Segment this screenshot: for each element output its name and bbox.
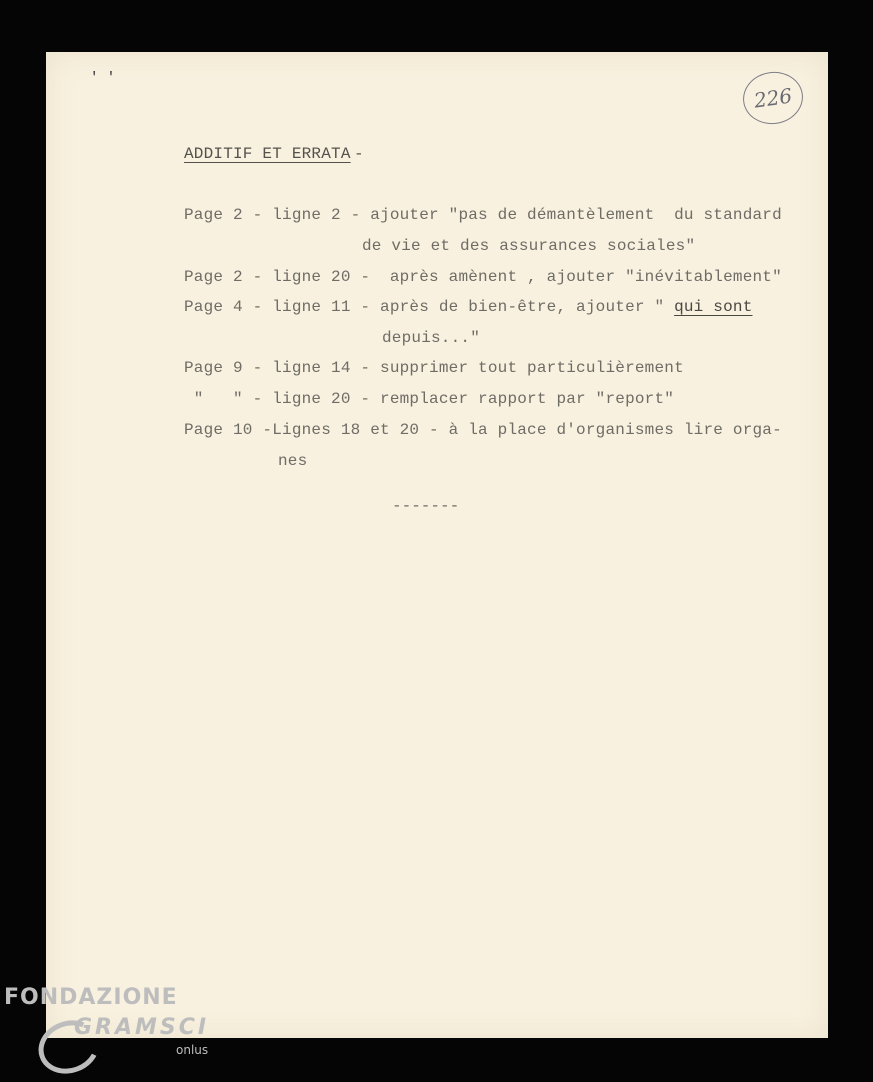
archive-watermark bbox=[4, 985, 210, 1057]
errata-line-5: " " - ligne 20 - remplacer rapport par "report" bbox=[184, 390, 675, 408]
errata-line-3-text: Page 4 - ligne 11 - après de bien-être, ajouter " bbox=[184, 298, 675, 316]
errata-line-3 bbox=[184, 298, 753, 316]
paper-marks: ' ' bbox=[90, 70, 116, 86]
closing-rule: ------- bbox=[392, 497, 460, 515]
watermark-line-3: onlus bbox=[176, 1043, 209, 1057]
watermark-line-1: FONDAZIONE bbox=[4, 985, 178, 1010]
errata-line-3-cont: depuis..." bbox=[382, 329, 481, 347]
errata-line-3-underlined: qui sont bbox=[674, 298, 753, 316]
errata-line-2: Page 2 - ligne 20 - après amènent , ajouter "inévitablement" bbox=[184, 268, 782, 286]
document-page bbox=[46, 52, 828, 1038]
folio-number: 226 bbox=[740, 68, 807, 128]
watermark-line-2: GRAMSCI bbox=[74, 1015, 210, 1040]
errata-line-1-cont: de vie et des assurances sociales" bbox=[362, 237, 696, 255]
errata-line-1: Page 2 - ligne 2 - ajouter "pas de démantèlement du standard bbox=[184, 206, 782, 224]
title-dash: - bbox=[354, 145, 364, 163]
document-title: ADDITIF ET ERRATA bbox=[184, 145, 351, 163]
errata-line-4: Page 9 - ligne 14 - supprimer tout particulièrement bbox=[184, 359, 684, 377]
errata-line-6: Page 10 -Lignes 18 et 20 - à la place d'organismes lire orga- bbox=[184, 421, 782, 439]
errata-line-6-cont: nes bbox=[278, 452, 308, 470]
